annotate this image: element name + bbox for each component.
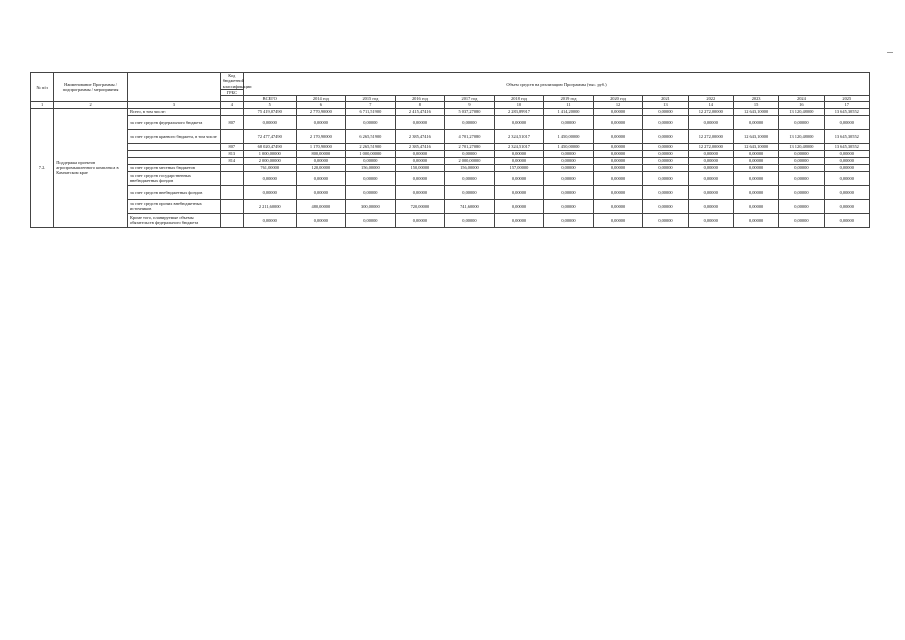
amount-cell: 0,00000 [688, 185, 733, 199]
amount-cell: 0,00000 [544, 185, 594, 199]
amount-cell: 0,00000 [824, 171, 869, 185]
amount-cell: 0,00000 [733, 171, 778, 185]
amount-cell: 0,00000 [688, 164, 733, 171]
grbs-code [220, 129, 243, 143]
amount-cell: 0,00000 [296, 185, 346, 199]
amount-cell: 1 450,00000 [544, 129, 594, 143]
amount-cell: 0,00000 [494, 185, 544, 199]
amount-cell: 6 711,51900 [346, 108, 396, 115]
amount-cell: 75 419,07490 [243, 108, 296, 115]
column-number: 1 [31, 102, 54, 108]
amount-cell: 13 120,48000 [779, 143, 824, 150]
amount-cell: 2 385,47416 [395, 143, 445, 150]
amount-cell: 0,00000 [243, 185, 296, 199]
amount-cell: 0,00000 [593, 213, 643, 227]
header-year: 2017 год [445, 96, 495, 102]
amount-cell: 2 770,90000 [296, 108, 346, 115]
grbs-code: 807 [220, 143, 243, 150]
amount-cell: 13 645,30552 [824, 108, 869, 115]
amount-cell: 0,00000 [494, 171, 544, 185]
amount-cell: 0,00000 [544, 213, 594, 227]
column-number: 13 [643, 102, 688, 108]
funding-source [127, 157, 220, 164]
block-index: 7.2. [31, 108, 54, 227]
header-total: ВСЕГО [243, 96, 296, 102]
funding-source: за счет средств краевого бюджета, в том числе [127, 129, 220, 143]
amount-cell: 0,00000 [445, 213, 495, 227]
amount-cell: 0,00000 [643, 185, 688, 199]
amount-cell: 0,00000 [593, 199, 643, 213]
amount-cell: 0,00000 [779, 115, 824, 129]
amount-cell: 0,00000 [824, 150, 869, 157]
amount-cell: 12 643,10000 [733, 143, 778, 150]
funding-source: за счет средств внебюджетных фондов [127, 185, 220, 199]
amount-cell: 0,00000 [494, 199, 544, 213]
table-row [31, 129, 870, 143]
amount-cell: 0,00000 [346, 185, 396, 199]
amount-cell: 0,00000 [733, 213, 778, 227]
column-number: 2 [54, 102, 128, 108]
amount-cell: 2 324,51017 [494, 143, 544, 150]
amount-cell: 0,00000 [593, 171, 643, 185]
amount-cell: 0,00000 [296, 157, 346, 164]
table-row [31, 185, 870, 199]
header-year: 2019 год [544, 96, 594, 102]
amount-cell: 0,00000 [544, 199, 594, 213]
amount-cell: 0,00000 [824, 164, 869, 171]
amount-cell: 2 283,89917 [494, 108, 544, 115]
block-name: Поддержка проектов агропромышленного комплекса в Камчатском крае [54, 108, 128, 227]
amount-cell: 0,00000 [643, 129, 688, 143]
amount-cell: 12 643,10000 [733, 108, 778, 115]
column-number: 6 [296, 102, 346, 108]
amount-cell: 0,00000 [296, 213, 346, 227]
amount-cell: 0,00000 [688, 115, 733, 129]
table-row [31, 199, 870, 213]
amount-cell: 0,00000 [544, 164, 594, 171]
amount-cell: 68 020,47490 [243, 143, 296, 150]
amount-cell: 0,00000 [593, 129, 643, 143]
amount-cell: 0,00000 [779, 213, 824, 227]
grbs-code [220, 185, 243, 199]
column-number: 15 [733, 102, 778, 108]
grbs-code: 807 [220, 115, 243, 129]
amount-cell: 0,00000 [779, 171, 824, 185]
amount-cell: 0,00000 [643, 199, 688, 213]
header-year: 2024 [779, 96, 824, 102]
amount-cell: 0,00000 [643, 157, 688, 164]
amount-cell: 1 450,00000 [544, 143, 594, 150]
column-number: 11 [544, 102, 594, 108]
amount-cell: 1 000,00000 [346, 150, 396, 157]
amount-cell: 0,00000 [643, 213, 688, 227]
amount-cell: 0,00000 [296, 115, 346, 129]
header-source [127, 73, 220, 102]
amount-cell: 0,00000 [346, 213, 396, 227]
amount-cell: 0,00000 [824, 199, 869, 213]
table-row [31, 143, 870, 150]
column-number: 17 [824, 102, 869, 108]
amount-cell: 0,00000 [779, 157, 824, 164]
amount-cell: 2 265,51900 [346, 143, 396, 150]
header-year: 2025 [824, 96, 869, 102]
amount-cell: 0,00000 [824, 157, 869, 164]
amount-cell: 0,00000 [395, 185, 445, 199]
amount-cell: 2 415,47416 [395, 108, 445, 115]
budget-table-sheet [30, 72, 870, 228]
amount-cell: 0,00000 [544, 157, 594, 164]
amount-cell: 12 272,00000 [688, 129, 733, 143]
header-name: Наименование Программы / подпрограммы / мероприятия [54, 73, 128, 102]
amount-cell: 0,00000 [593, 185, 643, 199]
table-row [31, 157, 870, 164]
header-year: 2023 [733, 96, 778, 102]
amount-cell: 0,00000 [544, 171, 594, 185]
header-year: 2021 [643, 96, 688, 102]
grbs-code [220, 171, 243, 185]
amount-cell: 0,00000 [688, 199, 733, 213]
amount-cell: 0,00000 [395, 115, 445, 129]
amount-cell: 0,00000 [445, 150, 495, 157]
funding-source [127, 143, 220, 150]
header-year: 2018 год [494, 96, 544, 102]
amount-cell: 12 272,00000 [688, 143, 733, 150]
amount-cell: 0,00000 [824, 115, 869, 129]
funding-source [127, 150, 220, 157]
amount-cell: 0,00000 [346, 171, 396, 185]
amount-cell: 150,00000 [395, 164, 445, 171]
amount-cell: 0,00000 [593, 115, 643, 129]
amount-cell: 480,00000 [296, 199, 346, 213]
amount-cell: 761,00000 [243, 164, 296, 171]
amount-cell: 2 170,90000 [296, 129, 346, 143]
amount-cell: 0,00000 [733, 157, 778, 164]
column-number: 16 [779, 102, 824, 108]
amount-cell: 0,00000 [733, 185, 778, 199]
amount-cell: 0,00000 [445, 171, 495, 185]
amount-cell: 0,00000 [544, 115, 594, 129]
column-number: 8 [395, 102, 445, 108]
amount-cell: 0,00000 [824, 185, 869, 199]
amount-cell: 13 645,30552 [824, 129, 869, 143]
amount-cell: 0,00000 [643, 150, 688, 157]
table-row [31, 164, 870, 171]
amount-cell: 2 701,27080 [445, 143, 495, 150]
header-volume: Объем средств на реализацию Программы (тыс. руб.) [243, 73, 869, 96]
funding-source: за счет средств местных бюджетов [127, 164, 220, 171]
header-year: 2016 год [395, 96, 445, 102]
amount-cell: 0,00000 [733, 115, 778, 129]
amount-cell: 4 701,27080 [445, 129, 495, 143]
amount-cell: 0,00000 [593, 150, 643, 157]
column-number: 12 [593, 102, 643, 108]
header-code-sub: ГРБС [220, 90, 243, 96]
funding-source: Кроме того, планируемые объемы обязательств федерального бюджета [127, 213, 220, 227]
amount-cell: 2 000,00000 [243, 157, 296, 164]
column-number: 14 [688, 102, 733, 108]
amount-cell: 0,00000 [346, 157, 396, 164]
amount-cell: 0,00000 [688, 157, 733, 164]
amount-cell: 0,00000 [643, 143, 688, 150]
header-year: 2015 год [346, 96, 396, 102]
edge-mark [887, 52, 893, 53]
table-row [31, 115, 870, 129]
header-year: 2020 год [593, 96, 643, 102]
amount-cell: 800,00000 [296, 150, 346, 157]
amount-cell: 0,00000 [395, 171, 445, 185]
amount-cell: 0,00000 [643, 108, 688, 115]
amount-cell: 72 477,47490 [243, 129, 296, 143]
amount-cell: 0,00000 [779, 164, 824, 171]
column-number: 9 [445, 102, 495, 108]
amount-cell: 12 643,10000 [733, 129, 778, 143]
amount-cell: 12 272,00000 [688, 108, 733, 115]
amount-cell: 0,00000 [445, 185, 495, 199]
grbs-code [220, 108, 243, 115]
amount-cell: 1 000,00000 [243, 150, 296, 157]
amount-cell: 0,00000 [643, 171, 688, 185]
column-number: 4 [220, 102, 243, 108]
amount-cell: 0,00000 [395, 150, 445, 157]
budget-table [30, 72, 870, 228]
column-number: 5 [243, 102, 296, 108]
amount-cell: 0,00000 [733, 199, 778, 213]
amount-cell: 2 000,00000 [445, 157, 495, 164]
amount-cell: 0,00000 [243, 213, 296, 227]
amount-cell: 0,00000 [243, 171, 296, 185]
table-row [31, 150, 870, 157]
funding-source: Всего, в том числе: [127, 108, 220, 115]
amount-cell: 5 037,27080 [445, 108, 495, 115]
table-row [31, 213, 870, 227]
header-no: № п/п [31, 73, 54, 102]
amount-cell: 157,00000 [494, 164, 544, 171]
column-number: 7 [346, 102, 396, 108]
amount-cell: 2 324,51017 [494, 129, 544, 143]
amount-cell: 0,00000 [445, 115, 495, 129]
amount-cell: 0,00000 [243, 115, 296, 129]
amount-cell: 0,00000 [733, 164, 778, 171]
amount-cell: 0,00000 [296, 171, 346, 185]
amount-cell: 0,00000 [494, 115, 544, 129]
amount-cell: 13 645,30552 [824, 143, 869, 150]
amount-cell: 6 265,51900 [346, 129, 396, 143]
amount-cell: 0,00000 [688, 213, 733, 227]
amount-cell: 0,00000 [643, 115, 688, 129]
amount-cell: 120,00000 [296, 164, 346, 171]
amount-cell: 0,00000 [494, 157, 544, 164]
amount-cell: 0,00000 [494, 213, 544, 227]
amount-cell: 0,00000 [494, 150, 544, 157]
table-row [31, 108, 870, 115]
amount-cell: 0,00000 [688, 171, 733, 185]
amount-cell: 156,00000 [346, 164, 396, 171]
amount-cell: 0,00000 [593, 143, 643, 150]
grbs-code [220, 164, 243, 171]
amount-cell: 0,00000 [593, 108, 643, 115]
header-year: 2022 [688, 96, 733, 102]
amount-cell: 0,00000 [733, 150, 778, 157]
amount-cell: 0,00000 [643, 164, 688, 171]
amount-cell: 1 414,20000 [544, 108, 594, 115]
amount-cell: 0,00000 [346, 115, 396, 129]
column-number: 10 [494, 102, 544, 108]
amount-cell: 0,00000 [779, 185, 824, 199]
grbs-code [220, 213, 243, 227]
amount-cell: 156,00000 [445, 164, 495, 171]
amount-cell: 2 385,47416 [395, 129, 445, 143]
amount-cell: 2 211,60000 [243, 199, 296, 213]
amount-cell: 0,00000 [544, 150, 594, 157]
amount-cell: 0,00000 [395, 213, 445, 227]
amount-cell: 0,00000 [395, 157, 445, 164]
grbs-code [220, 199, 243, 213]
amount-cell: 0,00000 [593, 164, 643, 171]
amount-cell: 300,00000 [346, 199, 396, 213]
amount-cell: 0,00000 [779, 150, 824, 157]
amount-cell: 741,60000 [445, 199, 495, 213]
amount-cell: 720,00000 [395, 199, 445, 213]
funding-source: за счет средств государственных внебюджетных фондов [127, 171, 220, 185]
column-number: 3 [127, 102, 220, 108]
header-code: Код бюджетной классификации [220, 73, 243, 90]
amount-cell: 1 170,90000 [296, 143, 346, 150]
grbs-code: 814 [220, 157, 243, 164]
grbs-code: 813 [220, 150, 243, 157]
funding-source: за счет средств прочих внебюджетных источников [127, 199, 220, 213]
funding-source: за счет средств федерального бюджета [127, 115, 220, 129]
amount-cell: 0,00000 [688, 150, 733, 157]
amount-cell: 0,00000 [593, 157, 643, 164]
amount-cell: 13 120,48000 [779, 129, 824, 143]
amount-cell: 0,00000 [824, 213, 869, 227]
amount-cell: 13 120,48000 [779, 108, 824, 115]
header-year: 2014 год [296, 96, 346, 102]
table-row [31, 171, 870, 185]
amount-cell: 0,00000 [779, 199, 824, 213]
